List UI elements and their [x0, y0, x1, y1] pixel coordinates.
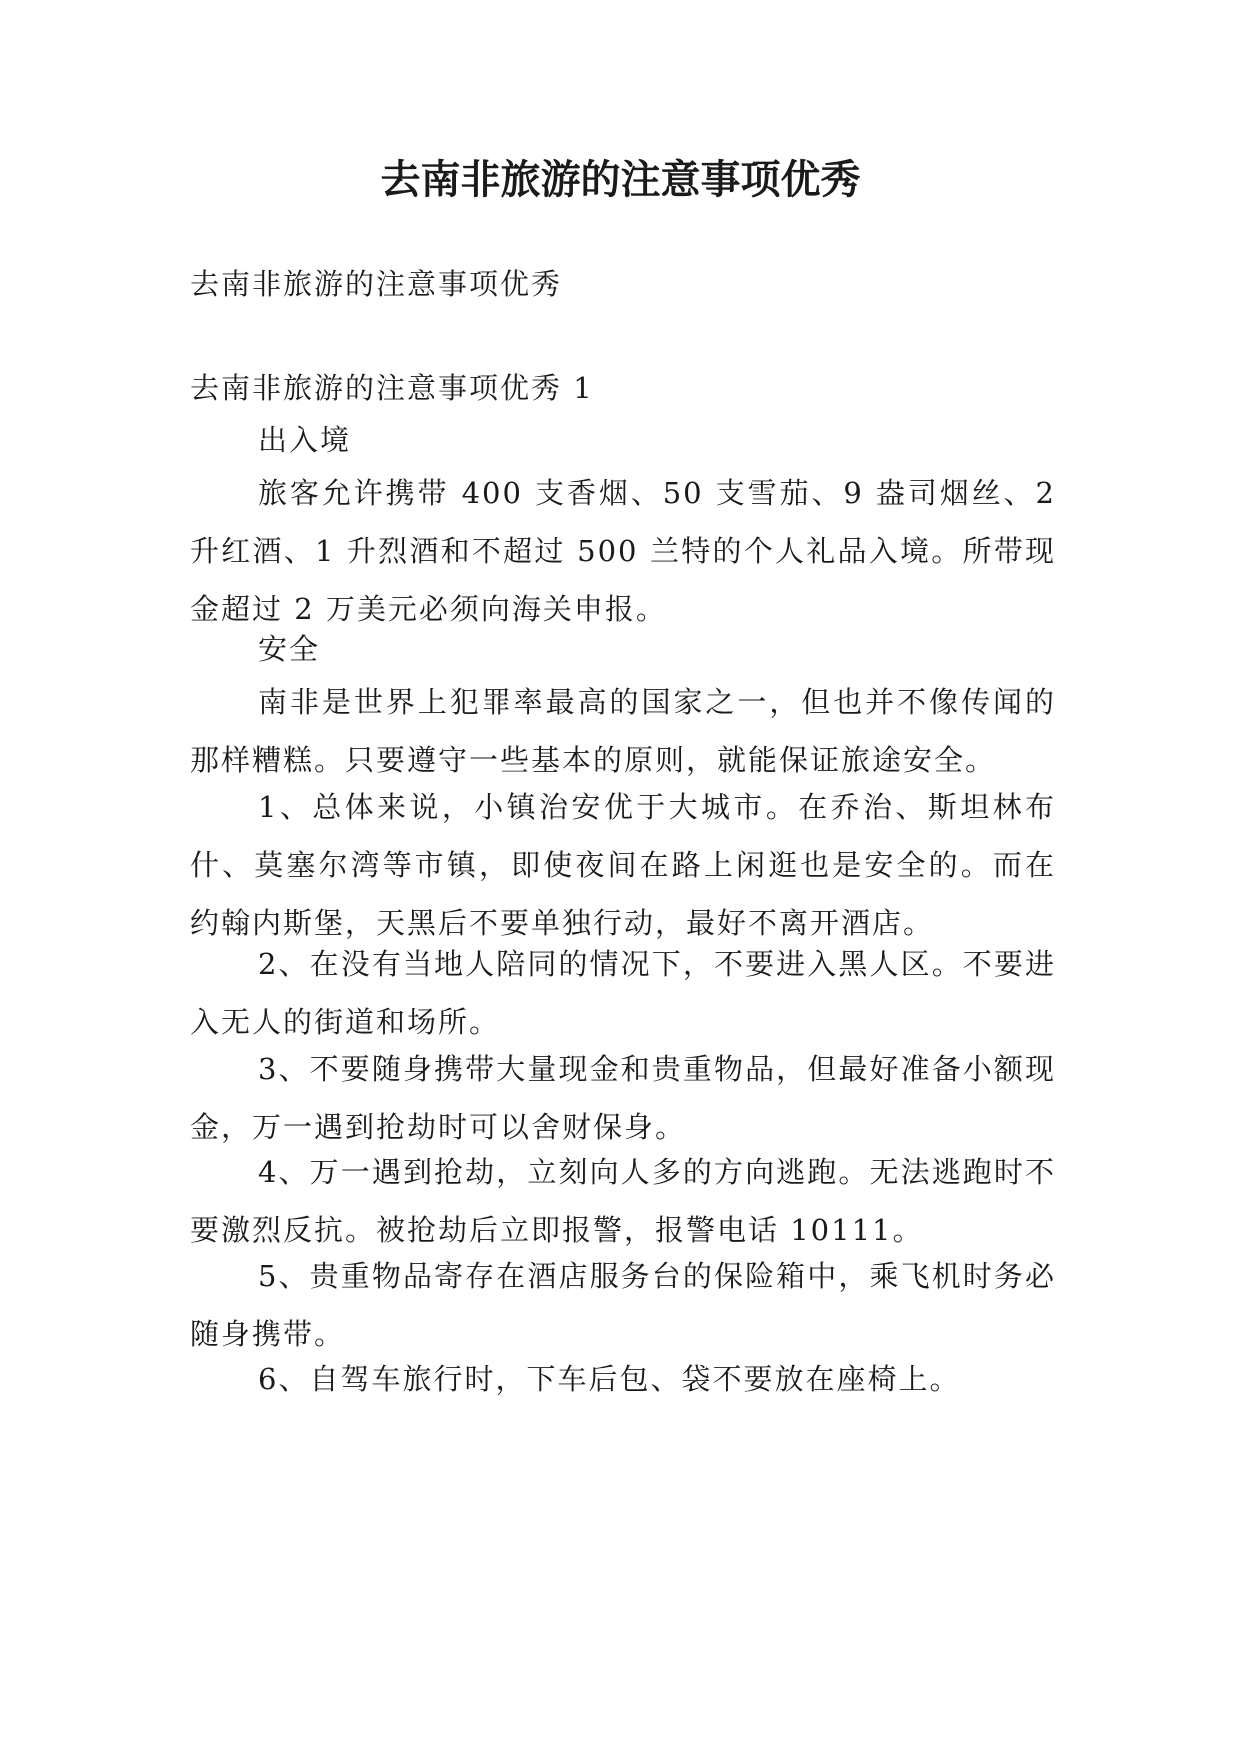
list-item-6: 6、自驾车旅行时，下车后包、袋不要放在座椅上。 — [258, 1362, 961, 1396]
heading-safety: 安全 — [258, 632, 321, 666]
list-item-2: 2、在没有当地人陪同的情况下，不要进入黑人区。不要进入无人的街道和场所。 — [190, 947, 1056, 1039]
section-title: 去南非旅游的注意事项优秀 1 — [190, 371, 594, 405]
list-item-1: 1、总体来说，小镇治安优于大城市。在乔治、斯坦林布什、莫塞尔湾等市镇，即使夜间在路上闲逛也是安全的。而在约翰内斯堡，天黑后不要单独行动，最好不离开酒店。 — [190, 790, 1056, 940]
heading-entry: 出入境 — [258, 423, 352, 457]
document-title: 去南非旅游的注意事项优秀 — [380, 156, 861, 203]
list-item-3: 3、不要随身携带大量现金和贵重物品，但最好准备小额现金，万一遇到抢劫时可以舍财保身。 — [190, 1052, 1056, 1144]
list-item-4: 4、万一遇到抢劫，立刻向人多的方向逃跑。无法逃跑时不要激烈反抗。被抢劫后立即报警，报警电话 10111。 — [190, 1155, 1056, 1247]
paragraph-entry: 旅客允许携带 400 支香烟、50 支雪茄、9 盎司烟丝、2 升红酒、1 升烈酒和不超过 500 兰特的个人礼品入境。所带现金超过 2 万美元必须向海关申报。 — [190, 476, 1056, 626]
list-item-5: 5、贵重物品寄存在酒店服务台的保险箱中，乘飞机时务必随身携带。 — [190, 1259, 1056, 1351]
document-subtitle: 去南非旅游的注意事项优秀 — [190, 267, 563, 301]
paragraph-safety: 南非是世界上犯罪率最高的国家之一，但也并不像传闻的那样糟糕。只要遵守一些基本的原则，就能保证旅途安全。 — [190, 685, 1056, 777]
